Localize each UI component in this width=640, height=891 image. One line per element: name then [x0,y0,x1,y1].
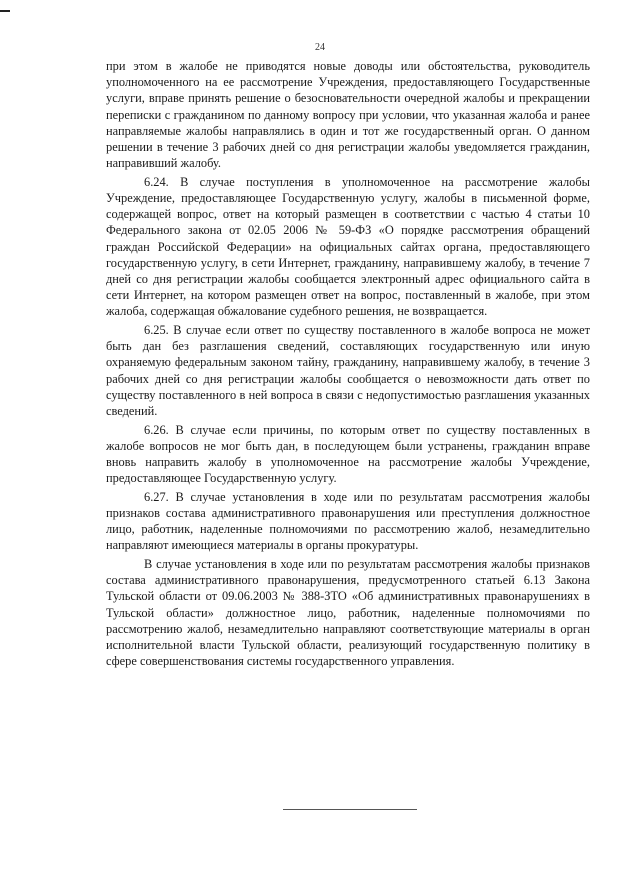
end-of-text-rule [283,809,417,810]
scan-edge-mark [0,10,10,12]
paragraph-6-27: 6.27. В случае установления в ходе или по результатам рассмотрения жалобы признаков состава административного правонарушения или преступления должностное лицо, работник, наделенные полномочиями по рассмотрению жалоб, незамедлительно направляют имеющиеся материалы в органы прокуратуры. [106,489,590,553]
paragraph-6-24: 6.24. В случае поступления в уполномоченное на рассмотрение жалобы Учреждение, предоставляющее Государственную услугу, жалобы в письменной форме, содержащей вопрос, ответ на который размещен в соответствии с частью 4 статьи 10 Федерального закона от 02.05 2006 № 59-ФЗ «О порядке рассмотрения обращений граждан Российской Федерации» на официальных сайтах органа, предоставляющего государственную услугу, в сети Интернет, гражданину, направившему жалобу, в течение 7 дней со дня регистрации жалобы сообщается электронный адрес официального сайта в сети Интернет, на котором размещен ответ на вопрос, поставленный в жалобе, при этом жалоба, содержащая обжалование судебного решения, не возвращается. [106,174,590,319]
paragraph-continuation: при этом в жалобе не приводятся новые доводы или обстоятельства, руководитель уполномоченного на ее рассмотрение Учреждения, предоставляющего Государственные услуги, вправе принять решение о безосновательности очередной жалобы и прекращении переписки с гражданином по данному вопросу при условии, что указанная жалоба и ранее направляемые жалобы направлялись в один и тот же государственный орган. О данном решении в течение 3 рабочих дней со дня регистрации жалобы уведомляется гражданин, направивший жалобу. [106,59,590,171]
paragraph-6-25: 6.25. В случае если ответ по существу поставленного в жалобе вопроса не может быть дан без разглашения сведений, составляющих государственную или иную охраняемую федеральным законом тайну, гражданину, направившему жалобу, в течение 3 рабочих дней со дня регистрации жалобы сообщается о невозможности дать ответ по существу поставленного в ней вопроса в связи с недопустимостью разглашения указанных сведений. [106,323,590,419]
document-body [106,58,590,672]
paragraph-6-26: 6.26. В случае если причины, по которым ответ по существу поставленных в жалобе вопросов не мог быть дан, в последующем были устранены, гражданин вправе вновь направить жалобу в уполномоченное на рассмотрение жалобы Учреждение, предоставляющее Государственную услугу. [106,422,590,486]
page-number: 24 [315,42,325,53]
paragraph-6-27-continued: В случае установления в ходе или по результатам рассмотрения жалобы признаков состава административного правонарушения, предусмотренного статьей 6.13 Закона Тульской области от 09.06.2003 № 388-ЗТО «Об административных правонарушениях в Тульской области» должностное лицо, работник, наделенные полномочиями по рассмотрению жалоб, незамедлительно направляют соответствующие материалы в орган исполнительной власти Тульской области, реализующий государственную политику в сфере совершенствования системы государственного управления. [106,557,590,669]
